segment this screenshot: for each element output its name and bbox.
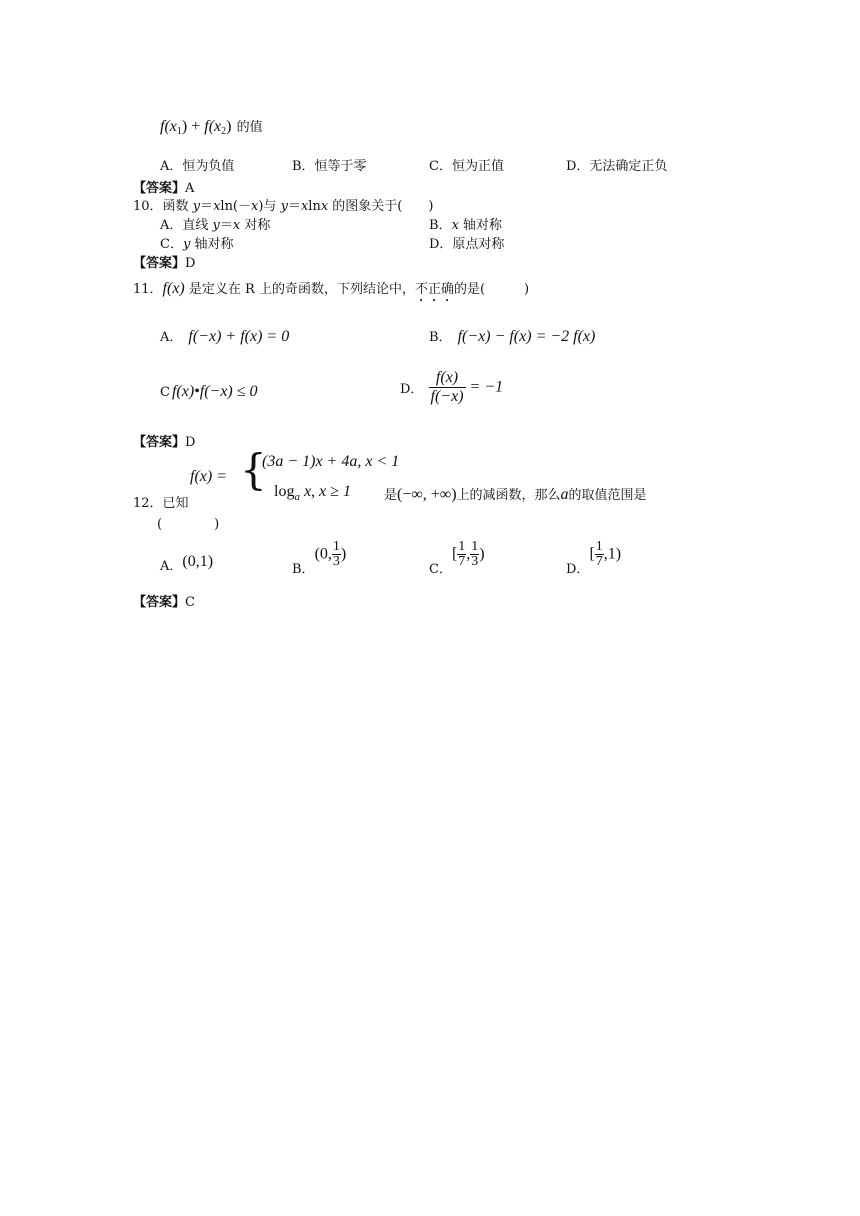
q9-answer: [133, 177, 194, 196]
q12-c-fraction-2: $\frac{1}{3}$: [471, 539, 479, 569]
q12-option-d: $_{D.}$[ $\frac{1}{7}$ ,1): [566, 539, 622, 577]
answer-value: A: [185, 181, 195, 196]
answer-label: 【答案】: [133, 595, 186, 610]
answer-value: C: [185, 595, 195, 610]
q9-option-b: B．恒等于零: [292, 159, 367, 174]
q12-c-fraction-1: $\frac{1}{7}$: [458, 539, 466, 569]
q10-option-b: B．x 轴对称: [429, 218, 503, 233]
q12-interval: (−∞, +∞): [397, 486, 457, 503]
q11-d-fraction: $\frac{f(x)}{f(-x)}$: [430, 369, 464, 405]
q9-stem: [160, 116, 263, 137]
q12-option-c: $_{C.}$[ $\frac{1}{7}$ , $\frac{1}{3}$ ): [429, 539, 485, 577]
answer-label: 【答案】: [133, 435, 186, 450]
answer-label: 【答案】: [133, 181, 186, 196]
q10-stem: 10．函数 y＝xln(－x)与 y＝xlnx 的图象关于( ): [133, 199, 434, 214]
q9-option-a: A．恒为负值: [160, 159, 235, 174]
q9-plus: +: [187, 118, 205, 135]
answer-value: D: [185, 256, 196, 271]
q10-option-d: D．原点对称: [429, 237, 505, 252]
q11-stem: 11．f(x) 是定义在 R 上的奇函数，下列结论中，不正确的是( ): [133, 280, 530, 297]
q11-option-a: A． f(−x) + f(x) = 0: [160, 328, 290, 345]
q12-fx: f(x) =: [190, 468, 227, 485]
q11-emphasis: 不正确: [414, 282, 454, 297]
answer-value: D: [185, 435, 196, 450]
q9-option-c: C．恒为正值: [429, 159, 504, 174]
q12-case2: $\log_a x$, x ≥ 1: [274, 483, 351, 503]
q9-f2: f: [204, 118, 209, 135]
answer-label: 【答案】: [133, 256, 186, 271]
q11-option-b: B． f(−x) − f(x) = −2 f(x): [429, 328, 596, 345]
q11-option-c: C f(x)•f(−x) ≤ 0: [160, 383, 258, 400]
q12-b-fraction: $\frac{1}{3}$: [332, 539, 340, 569]
q12-brace: {: [240, 445, 267, 494]
q9-x2: $(x_2)$: [208, 118, 232, 137]
q9-stem-tail: 的值: [236, 120, 263, 135]
q12-paren: ( ): [157, 517, 220, 532]
q11-option-d: D． $\frac{f(x)}{f(-x)}$ = −1: [400, 369, 504, 405]
q12-case1: (3a − 1)x + 4a, x < 1: [262, 453, 400, 470]
q9-x1: $(x_1)$: [164, 118, 188, 137]
q10-answer: [133, 252, 195, 271]
q12-option-a: A．(0,1): [160, 553, 214, 574]
q10-option-c: C．y 轴对称: [160, 237, 234, 252]
q9-f1: f: [160, 118, 165, 135]
q12-num: 12．已知: [133, 496, 189, 511]
q12-stem-tail: 是(−∞, +∞)上的减函数，那么a的取值范围是: [384, 486, 647, 503]
q9-option-d: D．无法确定正负: [566, 159, 668, 174]
q11-answer: [133, 431, 195, 450]
q12-answer: [133, 591, 195, 610]
q12-option-b: $_{B.}$(0, $\frac{1}{3}$ ): [292, 539, 347, 577]
q10-option-a: A．直线 y＝x 对称: [160, 218, 271, 233]
q12-d-fraction: $\frac{1}{7}$: [595, 539, 603, 569]
